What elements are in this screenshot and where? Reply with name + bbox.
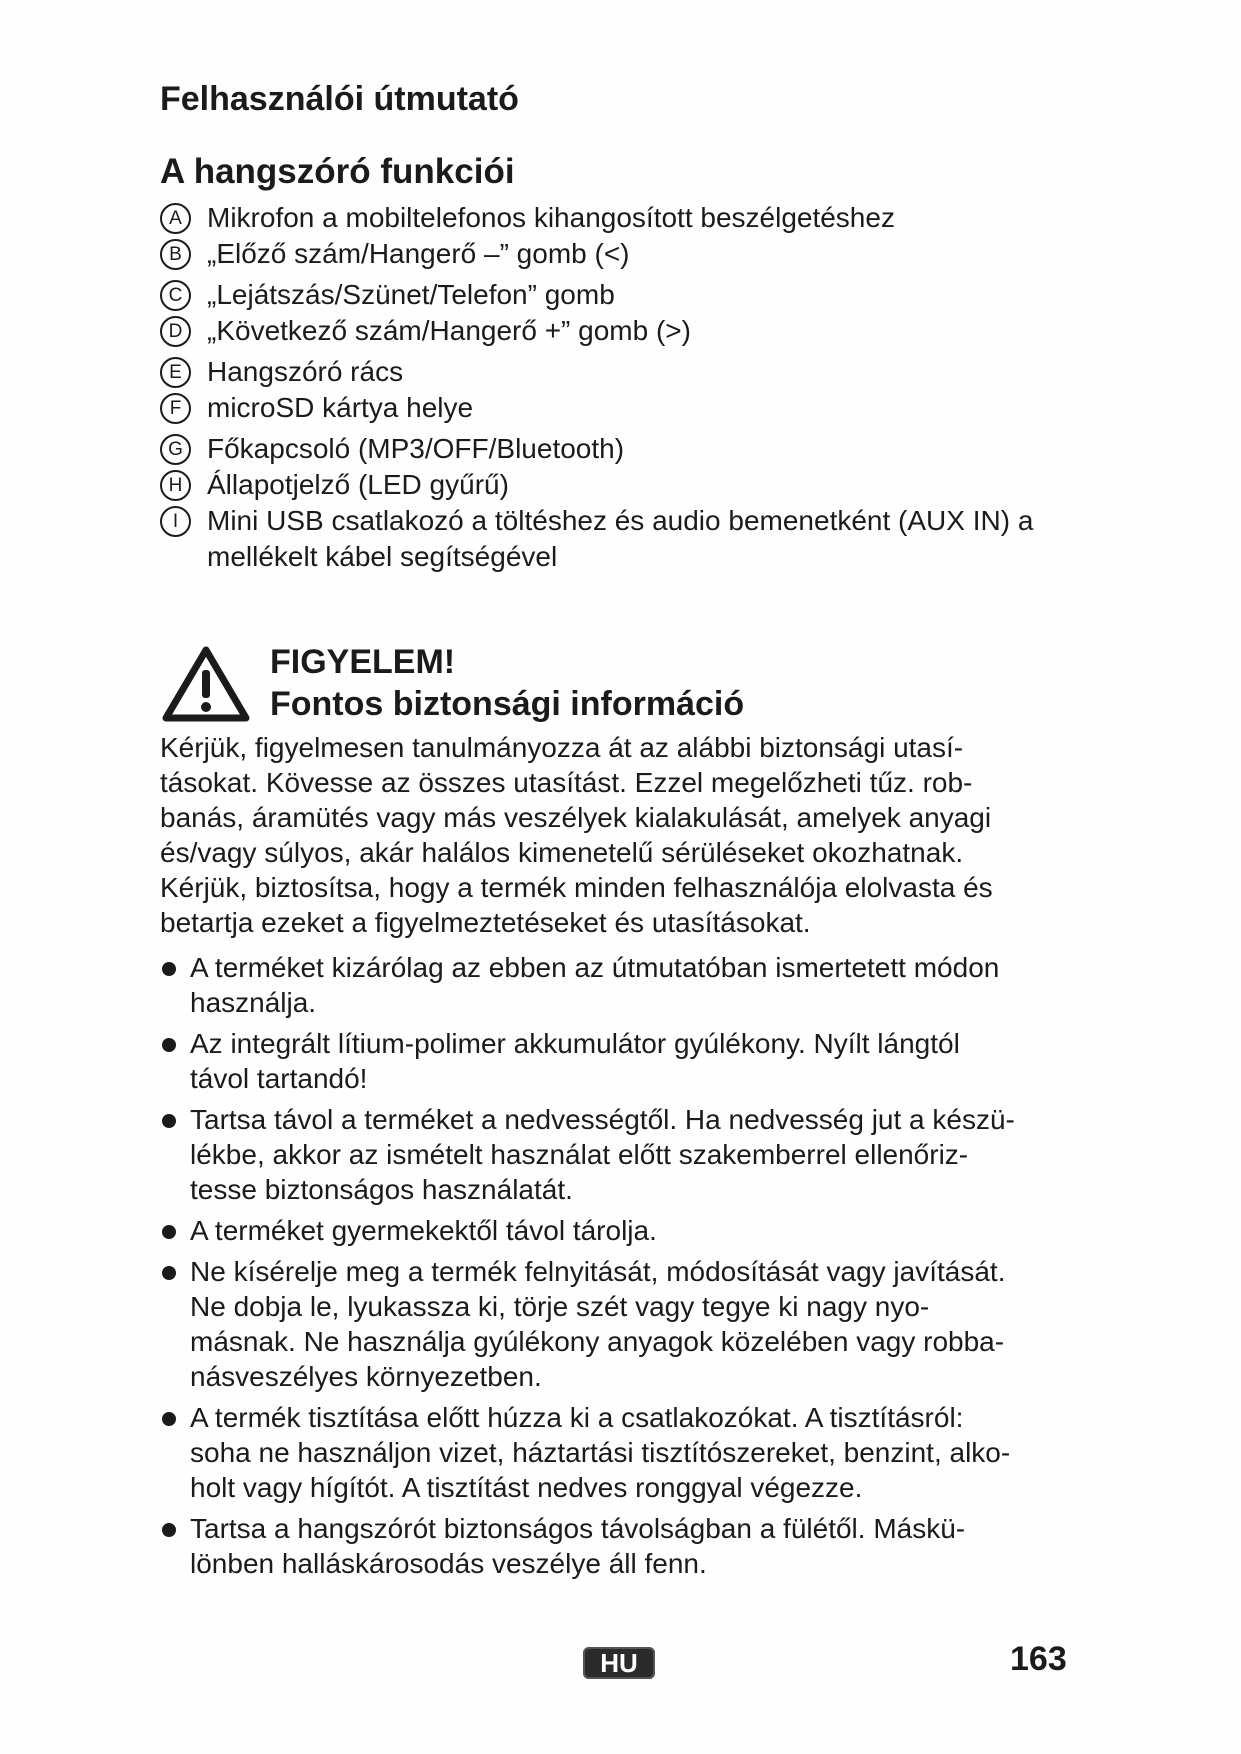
bullet-dot-icon [162,1114,176,1128]
bullet-line: lékbe, akkor az ismételt használat előtt szakemberrel ellenőriz- [190,1139,969,1170]
bullet-line: távol tartandó! [190,1063,368,1094]
intro-line: tásokat. Kövesse az összes utasítást. Ezzel megelőzheti tűz. rob- [160,767,973,798]
function-text: Hangszóró rács [207,356,404,387]
bullet-line: Tartsa a hangszórót biztonságos távolságban a fülétől. Máskü- [190,1513,966,1544]
functions-list [160,200,1080,575]
function-item [160,277,1080,313]
intro-line: betartja ezeket a figyelmeztetéseket és utasításokat. [160,907,811,938]
function-letter: G [160,434,191,465]
bullet-line: Tartsa távol a terméket a nedvességtől. Ha nedvesség jut a készü- [190,1104,1015,1135]
safety-bullet-list [160,950,1090,1587]
function-letter: C [160,280,191,311]
bullet-line: Ne dobja le, lyukassza ki, törje szét vagy tegye ki nagy nyo- [190,1291,930,1322]
bullet-dot-icon [162,1523,176,1537]
function-letter: I [160,506,191,537]
function-text: microSD kártya helye [207,392,474,423]
bullet-line: soha ne használjon vizet, háztartási tisztítószereket, benzint, alko- [190,1437,1011,1468]
bullet-dot-icon [162,1266,176,1280]
bullet-line: A terméket kizárólag az ebben az útmutatóban ismertetett módon [190,952,1000,983]
safety-bullet [160,1102,1090,1207]
safety-bullet [160,1026,1090,1096]
function-item [160,431,1080,467]
warning-title: FIGYELEM! [270,643,456,681]
safety-bullet [160,1254,1090,1394]
function-letter: B [160,239,191,270]
bullet-line: Az integrált lítium-polimer akkumulátor gyúlékony. Nyílt lángtól [190,1028,960,1059]
bullet-line: násveszélyes környezetben. [190,1361,542,1392]
page-number: 163 [1010,1640,1067,1678]
warning-block [160,642,1060,732]
bullet-line: Ne kísérelje meg a termék felnyitását, módosítását vagy javítását. [190,1256,1006,1287]
safety-bullet [160,950,1090,1020]
function-text: „Következő szám/Hangerő +” gomb (>) [207,315,691,346]
bullet-dot-icon [162,962,176,976]
function-text: Állapotjelző (LED gyűrű) [207,469,509,500]
function-item [160,467,1080,503]
bullet-line: A termék tisztítása előtt húzza ki a csatlakozókat. A tisztításról: [190,1402,964,1433]
function-item [160,236,1080,272]
bullet-dot-icon [162,1038,176,1052]
function-text: „Lejátszás/Szünet/Telefon” gomb [207,279,615,310]
intro-line: Kérjük, figyelmesen tanulmányozza át az alábbi biztonsági utasí- [160,732,964,763]
function-text: Mikrofon a mobiltelefonos kihangosított beszélgetéshez [207,202,895,233]
bullet-line: A terméket gyermekektől távol tárolja. [190,1215,657,1246]
function-letter: F [160,393,191,424]
safety-bullet [160,1400,1090,1505]
bullet-line: másnak. Ne használja gyúlékony anyagok közelében vagy robba- [190,1326,1005,1357]
function-item [160,313,1080,349]
warning-subtitle: Fontos biztonsági információ [270,685,745,723]
function-letter: A [160,203,191,234]
warning-triangle-icon [160,644,252,724]
intro-line: banás, áramütés vagy más veszélyek kialakulását, amelyek anyagi [160,802,992,833]
function-item [160,390,1080,426]
language-badge: HU [583,1647,655,1679]
bullet-dot-icon [162,1412,176,1426]
function-item [160,200,1080,236]
intro-line: és/vagy súlyos, akár halálos kimenetelű sérüléseket okozhatnak. [160,837,964,868]
function-letter: H [160,470,191,501]
page-title: Felhasználói útmutató [160,80,519,118]
function-text: „Előző szám/Hangerő –” gomb (<) [207,238,630,269]
function-letter: E [160,357,191,388]
bullet-dot-icon [162,1225,176,1239]
function-text: Főkapcsoló (MP3/OFF/Bluetooth) [207,433,625,464]
bullet-line: használja. [190,987,317,1018]
function-letter: D [160,316,191,347]
intro-line: Kérjük, biztosítsa, hogy a termék minden felhasználója elolvasta és [160,872,993,903]
bullet-line: tesse biztonságos használatát. [190,1174,573,1205]
bullet-line: lönben halláskárosodás veszélye áll fenn. [190,1548,707,1579]
function-text: Mini USB csatlakozó a töltéshez és audio bemenetként (AUX IN) a mellékelt kábel segítségével [207,505,1034,572]
safety-bullet [160,1213,1090,1248]
function-item [160,354,1080,390]
safety-bullet [160,1511,1090,1581]
bullet-line: holt vagy hígítót. A tisztítást nedves ronggyal végezze. [190,1472,863,1503]
functions-heading: A hangszóró funkciói [160,152,515,191]
warning-intro [160,730,1090,940]
function-item [160,503,1080,575]
